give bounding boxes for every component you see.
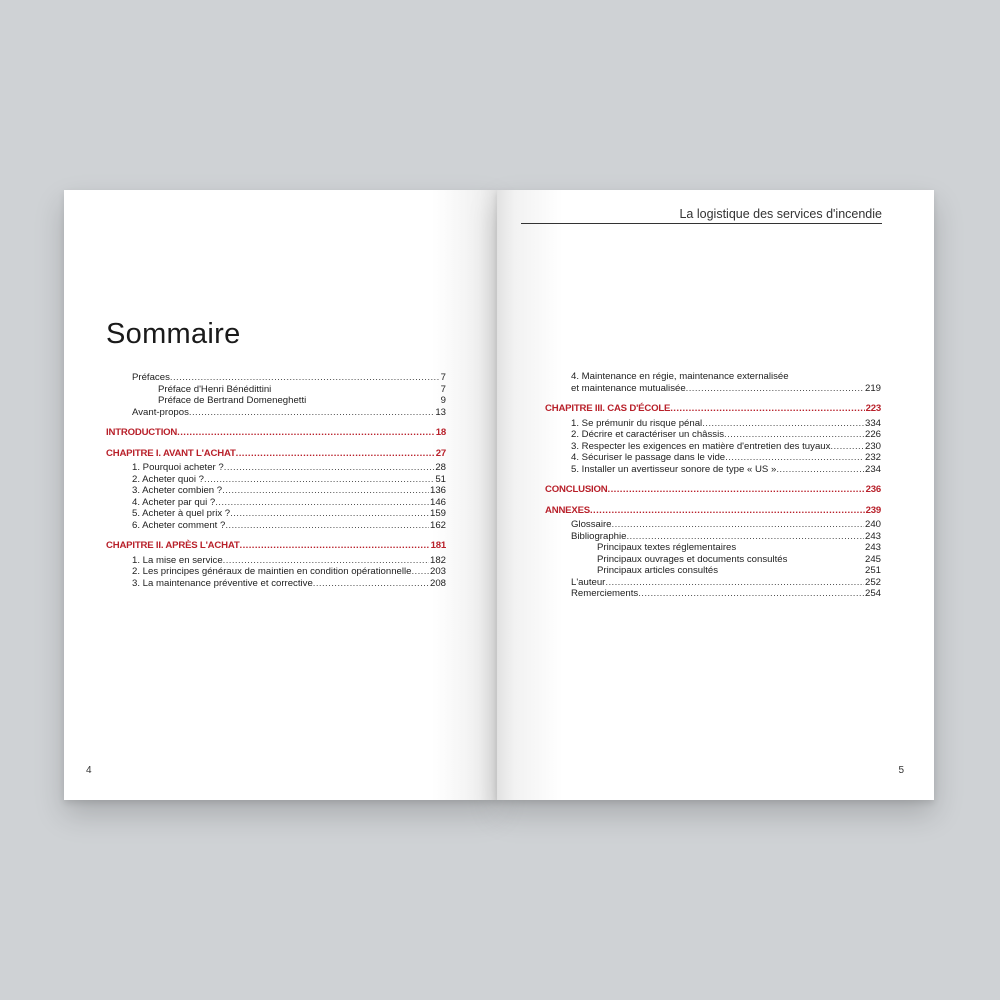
toc-chapter-1: CHAPITRE I. AVANT L'ACHAT ..... 27	[106, 448, 446, 460]
page-title: Sommaire	[106, 318, 241, 350]
running-head: La logistique des services d'incendie	[521, 207, 882, 224]
toc-entry-preface-benedittini: Préface d'Henri Bénédittini 7	[158, 383, 446, 395]
toc-right	[545, 371, 881, 600]
toc-entry-2-4: 4. Maintenance en régie, maintenance externalisée	[571, 371, 789, 382]
toc-entry-avant-propos: Avant-propos ..... 13	[106, 407, 446, 419]
toc-entry-auteur: L'auteur ..... 252	[545, 577, 881, 589]
toc-entry-1-1: 1. Pourquoi acheter ? ..... 28	[106, 462, 446, 474]
toc-entry-2-3: 3. La maintenance préventive et corrective ..... 208	[106, 578, 446, 590]
toc-chapter-2: CHAPITRE II. APRÈS L'ACHAT ..... 181	[106, 540, 446, 552]
toc-entry-1-6: 6. Acheter comment ? ..... 162	[106, 520, 446, 532]
toc-entry-ouvrages-consultes: Principaux ouvrages et documents consultés 245	[597, 553, 881, 565]
toc-entry-2-2: 2. Les principes généraux de maintien en condition opérationnelle ..... 203	[106, 566, 446, 578]
page-number-right: 5	[898, 765, 904, 776]
toc-chapter-introduction: INTRODUCTION ..... 18	[106, 427, 446, 439]
toc-entry-1-5: 5. Acheter à quel prix ? ..... 159	[106, 508, 446, 520]
toc-entry-3-5: 5. Installer un avertisseur sonore de type « US » ..... 234	[545, 464, 881, 476]
toc-entry-1-2: 2. Acheter quoi ? ..... 51	[106, 474, 446, 486]
toc-chapter-annexes: ANNEXES ..... 239	[545, 505, 881, 517]
toc-entry-1-3: 3. Acheter combien ? ..... 136	[106, 485, 446, 497]
page-number-left: 4	[86, 765, 92, 776]
toc-entry-3-4: 4. Sécuriser le passage dans le vide ..... 232	[545, 452, 881, 464]
toc-entry-remerciements: Remerciements ..... 254	[545, 588, 881, 600]
toc-entry-1-4: 4. Acheter par qui ? ..... 146	[106, 497, 446, 509]
toc-chapter-conclusion: CONCLUSION ..... 236	[545, 484, 881, 496]
left-page	[64, 190, 497, 800]
toc-entry-bibliographie: Bibliographie ..... 243	[545, 531, 881, 543]
open-book	[64, 190, 934, 800]
toc-entry-textes-reglementaires: Principaux textes réglementaires 243	[597, 542, 881, 553]
toc-entry-prefaces: Préfaces ..... 7	[106, 372, 446, 384]
toc-entry-preface-domeneghetti: Préface de Bertrand Domeneghetti 9	[158, 395, 446, 406]
toc-entry-3-2: 2. Décrire et caractériser un châssis ..... 226	[545, 429, 881, 441]
toc-chapter-3: CHAPITRE III. CAS D'ÉCOLE ..... 223	[545, 403, 881, 415]
toc-entry-2-4-cont: et maintenance mutualisée ..... 219	[545, 383, 881, 395]
toc-entry-3-3: 3. Respecter les exigences en matière d'entretien des tuyaux ..... 230	[545, 441, 881, 453]
toc-entry-2-1: 1. La mise en service ..... 182	[106, 555, 446, 567]
toc-left	[106, 372, 446, 589]
toc-entry-glossaire: Glossaire ..... 240	[545, 519, 881, 531]
toc-entry-3-1: 1. Se prémunir du risque pénal ..... 334	[545, 418, 881, 430]
right-page	[497, 190, 934, 800]
toc-entry-articles-consultes: Principaux articles consultés 251	[597, 565, 881, 576]
